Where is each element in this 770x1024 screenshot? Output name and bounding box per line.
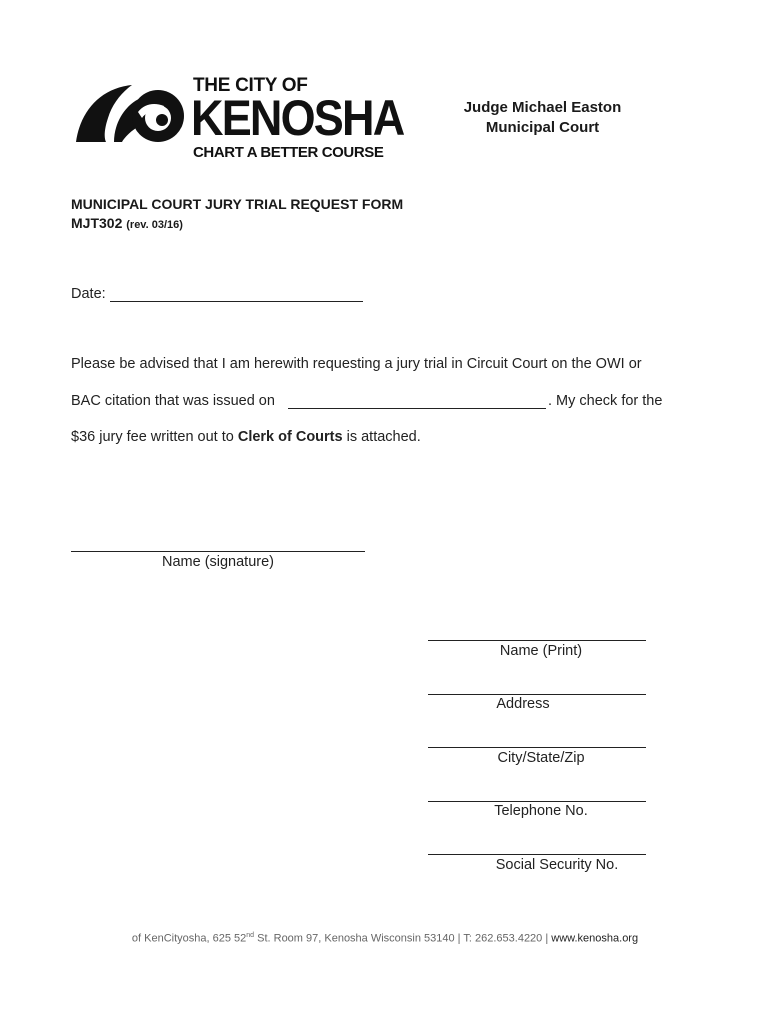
judge-header [420, 98, 665, 138]
citation-date-field[interactable] [288, 408, 546, 409]
body-line-1: Please be advised that I am herewith requesting a jury trial in Circuit Court on the OWI or [71, 356, 642, 372]
body-line-2-start: BAC citation that was issued on [71, 393, 275, 409]
signature-field[interactable] [71, 551, 365, 552]
telephone-field[interactable] [428, 801, 646, 802]
form-title: MUNICIPAL COURT JURY TRIAL REQUEST FORM [71, 196, 404, 212]
name-print-field[interactable] [428, 640, 646, 641]
city-state-zip-label: City/State/Zip [497, 750, 585, 766]
date-label: Date: [71, 286, 106, 302]
clerk-of-courts-text: Clerk of Courts [237, 429, 343, 445]
ssn-field[interactable] [428, 854, 646, 855]
date-field[interactable] [110, 301, 363, 302]
footer-superscript: nd [246, 932, 255, 939]
telephone-label: Telephone No. [494, 803, 588, 819]
signature-label: Name (signature) [161, 554, 274, 570]
footer-address-start: of KenCityosha, 625 52 [131, 932, 247, 945]
logo-text-tagline: CHART A BETTER COURSE [193, 144, 384, 161]
body-line-3-start: $36 jury fee written out to [71, 429, 238, 445]
address-field[interactable] [428, 694, 646, 695]
address-label: Address [496, 696, 550, 712]
body-line-3-end: is attached. [342, 429, 421, 445]
footer-address-end: St. Room 97, Kenosha Wisconsin 53140 | T: 262.653.4220 | [254, 932, 552, 945]
body-line-2-end: . My check for the [548, 393, 663, 409]
logo-text-kenosha: KENOSHA [191, 90, 404, 146]
footer [0, 932, 770, 945]
form-revision: (rev. 03/16) [126, 219, 183, 231]
logo-text-city-of: THE CITY OF [193, 75, 308, 96]
body-line-3 [71, 429, 421, 445]
ssn-label: Social Security No. [495, 857, 619, 873]
court-name: Municipal Court [485, 119, 600, 136]
city-state-zip-field[interactable] [428, 747, 646, 748]
form-code [71, 215, 183, 231]
name-print-label: Name (Print) [499, 643, 583, 659]
form-code-number: MJT302 [71, 215, 123, 231]
judge-name: Judge Michael Easton [463, 99, 622, 116]
footer-website-link[interactable]: www.kenosha.org [551, 932, 639, 945]
city-logo-icon [74, 82, 186, 144]
